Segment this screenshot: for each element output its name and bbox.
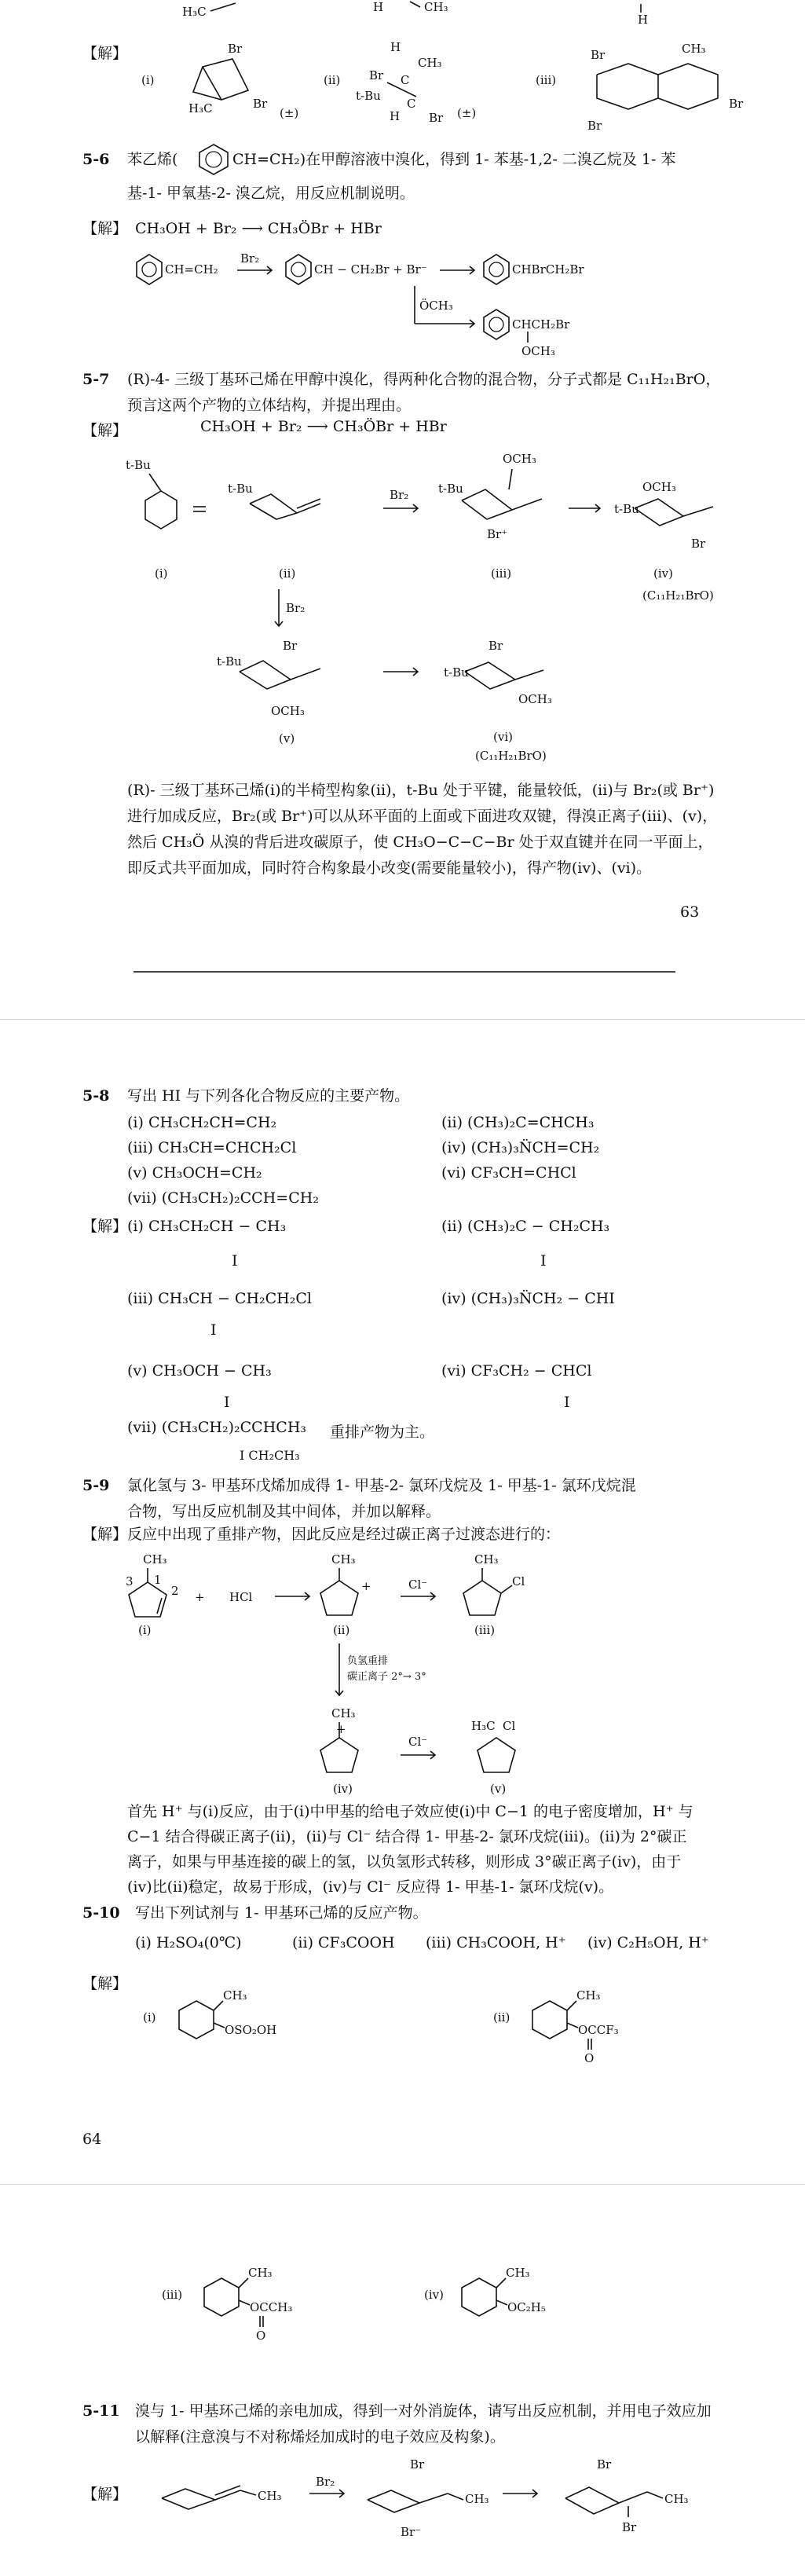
svg-text:Br: Br: [691, 537, 706, 551]
q-5-8-item-vii: (vii) (CH₃CH₂)₂CCH=CH₂: [127, 1189, 319, 1207]
svg-text:Br: Br: [591, 48, 606, 62]
svg-text:Cl: Cl: [503, 1719, 516, 1733]
para-5-7-3: 然后 CH₃Ö 从溴的背后进攻碳原子，使 CH₃O−C−C−Br 处于双直键并在同一平面上，: [127, 834, 713, 851]
answer-5-5-structures: [0, 35, 805, 137]
svg-text:OCH₃: OCH₃: [271, 704, 305, 718]
frag-h3c: H₃C: [182, 5, 207, 19]
frag-h: H: [373, 0, 384, 14]
svg-text:t-Bu: t-Bu: [614, 502, 639, 516]
svg-text:H: H: [390, 40, 401, 54]
q-5-10-opt-i: (i) H₂SO₄(0℃): [135, 1934, 242, 1951]
svg-text:t-Bu: t-Bu: [126, 458, 151, 472]
svg-text:CH₃: CH₃: [331, 1706, 356, 1720]
page-number-63: 63: [680, 903, 700, 921]
answer-tag-5-10: 【解】: [82, 1975, 128, 1992]
q-num-5-11: 5-11: [82, 2402, 120, 2420]
ans-5-9-a: 反应中出现了重排产物，因此反应是经过碳正离子过渡态进行的：: [127, 1526, 561, 1543]
page-64: [0, 1021, 805, 2184]
para-5-7-1: (R)- 三级丁基环己烯(i)的半椅型构象(ii)，t-Bu 处于平键，能量较低，(ii)与 Br₂(或 Br⁺): [127, 782, 715, 799]
para-5-7-4: 即反式共平面加成，同时符合构象最小改变(需要能量较小)，得产物(iv)、(vi)。: [127, 859, 652, 877]
q-5-11-b: 以解释(注意溴与不对称烯烃加成时的电子效应及构象)。: [135, 2428, 505, 2446]
svg-text:Cl⁻: Cl⁻: [408, 1577, 428, 1592]
svg-text:CH₃: CH₃: [506, 2266, 530, 2280]
q-5-10-opt-iv: (iv) C₂H₅OH, H⁺: [587, 1934, 709, 1951]
para-5-9-3: 离子，如果与甲基连接的碳上的氢，以负氢形式转移，则形成 3°碳正离子(iv)，由于: [127, 1853, 682, 1871]
svg-text:t-Bu: t-Bu: [438, 482, 463, 496]
svg-text:(±): (±): [280, 106, 299, 120]
q-5-8-item-iv: (iv) (CH₃)₃N̈CH=CH₂: [441, 1139, 600, 1156]
svg-text:Br⁺: Br⁺: [487, 527, 508, 541]
svg-text:Br: Br: [587, 119, 602, 133]
ans-5-8-ii: (ii) (CH₃)₂C − CH₂CH₃: [441, 1218, 610, 1235]
svg-text:OCH₃: OCH₃: [521, 344, 555, 358]
q-5-10-opt-ii: (ii) CF₃COOH: [292, 1934, 395, 1951]
svg-text:t-Bu: t-Bu: [228, 482, 253, 496]
q-5-9-b: 合物，写出反应机制及其中间体，并加以解释。: [127, 1503, 441, 1520]
svg-text:(iv): (iv): [653, 566, 673, 581]
para-5-7-2: 进行加成反应，Br₂(或 Br⁺)可以从环平面的上面或下面进攻双键，得溴正离子(iii)、(v)，: [127, 808, 718, 825]
svg-text:(iii): (iii): [491, 566, 512, 581]
svg-text:(i): (i): [143, 2010, 156, 2025]
ans-5-8-iv: (iv) (CH₃)₃N̈CH₂ − CHI: [441, 1290, 615, 1307]
svg-text:OCCF₃: OCCF₃: [578, 2023, 619, 2037]
svg-text:OC₂H₅: OC₂H₅: [507, 2300, 546, 2314]
q-5-11-a: 溴与 1- 甲基环己烯的亲电加成，得到一对外消旋体，请写出反应机制，并用电子效应加: [135, 2402, 712, 2420]
benzene-icon: [196, 143, 231, 174]
answer-tag-5-7: 【解】: [82, 422, 128, 439]
page-divider-2: [0, 2184, 805, 2185]
svg-text:C: C: [401, 73, 410, 87]
q-num-5-9: 5-9: [82, 1477, 110, 1494]
frag-ch3: CH₃: [424, 0, 448, 14]
svg-text:2: 2: [171, 1584, 179, 1598]
svg-text:+: +: [336, 1722, 346, 1736]
svg-text:(ii): (ii): [493, 2010, 510, 2025]
para-5-9-1: 首先 H⁺ 与(i)反应，由于(i)中甲基的给电子效应使(i)中 C−1 的电子密度增加，H⁺ 与: [127, 1803, 693, 1820]
ans-5-8-vi: (vi) CF₃CH₂ − CHCl: [441, 1362, 592, 1380]
svg-text:CH₃: CH₃: [664, 2492, 689, 2506]
svg-text:H₃C: H₃C: [188, 101, 213, 115]
svg-text:Br: Br: [410, 2457, 425, 2472]
q-5-6-a: 苯乙烯(: [127, 151, 178, 168]
q-5-10: 写出下列试剂与 1- 甲基环己烯的反应产物。: [135, 1904, 428, 1922]
answer-5-10-iii-iv: [0, 2219, 805, 2352]
svg-text:ÖCH₃: ÖCH₃: [419, 299, 453, 313]
svg-text:3: 3: [126, 1574, 134, 1588]
svg-text:(iv): (iv): [333, 1782, 353, 1796]
svg-text:1: 1: [154, 1573, 162, 1587]
svg-text:t-Bu: t-Bu: [356, 89, 381, 103]
svg-text:O: O: [584, 2051, 595, 2065]
page-divider-1: [0, 1019, 805, 1020]
answer-tag-5-6: 【解】: [82, 220, 128, 237]
q-num-5-7: 5-7: [82, 371, 110, 388]
ans-5-8-iii: (iii) CH₃CH − CH₂CH₂Cl: [127, 1290, 312, 1307]
ans-5-8-ii-I: I: [540, 1252, 547, 1270]
ans-5-8-note: 重排产物为主。: [330, 1424, 435, 1441]
answer-tag-5-9: 【解】: [82, 1526, 128, 1543]
svg-text:负氢重排: 负氢重排: [347, 1655, 389, 1667]
svg-text:CH₃: CH₃: [258, 2489, 282, 2503]
svg-text:OCCH₃: OCCH₃: [250, 2300, 293, 2314]
ans-5-8-i: (i) CH₃CH₂CH − CH₃: [127, 1218, 287, 1235]
svg-text:CH₃: CH₃: [474, 1552, 499, 1566]
q-5-9-a: 氯化氢与 3- 甲基环戊烯加成得 1- 甲基-2- 氯环戊烷及 1- 甲基-1- 氯环戊烷混: [127, 1477, 636, 1494]
svg-text:O: O: [256, 2329, 266, 2343]
svg-text:(±): (±): [457, 106, 477, 120]
svg-text:+: +: [361, 1579, 371, 1593]
svg-text:(C₁₁H₂₁BrO): (C₁₁H₂₁BrO): [475, 749, 547, 763]
q-5-10-opt-iii: (iii) CH₃COOH, H⁺: [426, 1934, 566, 1951]
answer-tag-5-8: 【解】: [82, 1218, 128, 1235]
q-5-8-item-v: (v) CH₃OCH=CH₂: [127, 1164, 262, 1182]
svg-text:(iii): (iii): [162, 2288, 183, 2302]
svg-text:CH₃: CH₃: [223, 1988, 247, 2003]
svg-text:CHBrCH₂Br: CHBrCH₂Br: [512, 262, 584, 277]
svg-text:Cl⁻: Cl⁻: [408, 1735, 428, 1749]
svg-text:CH₃: CH₃: [465, 2492, 489, 2506]
q-5-8-item-vi: (vi) CF₃CH=CHCl: [441, 1164, 576, 1182]
svg-text:碳正离子 2°→ 3°: 碳正离子 2°→ 3°: [347, 1671, 426, 1683]
svg-text:CH₃: CH₃: [248, 2266, 273, 2280]
label-i: (i): [141, 73, 155, 87]
answer-tag-5-5: 【解】: [82, 45, 128, 62]
svg-text:(vi): (vi): [493, 730, 513, 744]
svg-text:Cl: Cl: [512, 1574, 525, 1588]
page-63: [0, 0, 805, 1013]
svg-text:Br₂: Br₂: [286, 601, 306, 615]
mechanism-5-7: [0, 444, 805, 774]
ans-5-8-i-I: I: [232, 1252, 238, 1270]
svg-text:Br: Br: [597, 2457, 612, 2472]
svg-text:CH=CH₂: CH=CH₂: [165, 262, 218, 277]
svg-text:Br₂: Br₂: [240, 251, 260, 266]
q-5-7-a: (R)-4- 三级丁基环己烯在甲醇中溴化，得两种化合物的混合物，分子式都是 C₁₁H₂₁BrO，: [127, 371, 721, 388]
svg-text:CHCH₂Br: CHCH₂Br: [512, 317, 570, 332]
svg-text:OCH₃: OCH₃: [503, 452, 536, 466]
ans-5-8-v: (v) CH₃OCH − CH₃: [127, 1362, 272, 1380]
svg-text:(v): (v): [279, 731, 295, 746]
ans-5-8-iii-I: I: [210, 1321, 217, 1339]
svg-text:Br₂: Br₂: [316, 2475, 335, 2489]
top-fragment-structures: [0, 0, 805, 31]
q-5-6-c: 基-1- 甲氧基-2- 溴乙烷，用反应机制说明。: [127, 185, 415, 202]
svg-text:CH₃: CH₃: [682, 42, 706, 56]
svg-text:(iv): (iv): [424, 2288, 444, 2302]
q-num-5-10: 5-10: [82, 1904, 120, 1922]
svg-text:(iii): (iii): [474, 1623, 496, 1637]
svg-text:(i): (i): [155, 566, 168, 581]
svg-text:OSO₂OH: OSO₂OH: [225, 2023, 277, 2037]
ans-5-8-vi-I: I: [564, 1394, 570, 1411]
svg-text:(ii): (ii): [279, 566, 296, 581]
ans-5-8-vii: (vii) (CH₃CH₂)₂CCHCH₃: [127, 1419, 307, 1436]
mechanism-5-6: [0, 245, 805, 363]
frag-h2: H: [638, 13, 649, 27]
svg-text:(v): (v): [490, 1782, 507, 1796]
svg-text:Br: Br: [369, 68, 384, 82]
q-5-6-b: CH=CH₂)在甲醇溶液中溴化，得到 1- 苯基-1,2- 二溴乙烷及 1- 苯: [232, 151, 676, 168]
svg-text:Br⁻: Br⁻: [401, 2525, 422, 2539]
svg-text:Br: Br: [729, 97, 744, 111]
para-5-9-4: (iv)比(ii)稳定，故易于形成，(iv)与 Cl⁻ 反应得 1- 甲基-1- 氯环戊烷(v)。: [127, 1878, 614, 1896]
eq-5-7: CH₃OH + Br₂ ⟶ CH₃ÖBr + HBr: [200, 418, 447, 435]
label-ii: (ii): [324, 73, 341, 87]
q-5-8-item-i: (i) CH₃CH₂CH=CH₂: [127, 1114, 277, 1131]
svg-text:H: H: [390, 109, 401, 123]
svg-text:HCl: HCl: [229, 1590, 253, 1604]
page-number-64: 64: [82, 2131, 102, 2148]
q-num-5-8: 5-8: [82, 1087, 110, 1105]
para-5-9-2: C−1 结合得碳正离子(ii)，(ii)与 Cl⁻ 结合得 1- 甲基-2- 氯环戊烷(iii)。(ii)为 2°碳正: [127, 1828, 687, 1845]
svg-text:CH − CH₂Br + Br⁻: CH − CH₂Br + Br⁻: [314, 262, 427, 277]
q-5-7-b: 预言这两个产物的立体结构，并提出理由。: [127, 397, 412, 414]
svg-text:Br: Br: [228, 42, 243, 56]
svg-text:t-Bu: t-Bu: [217, 654, 242, 669]
ans-5-8-v-I: I: [224, 1394, 230, 1411]
label-iii: (iii): [536, 73, 557, 87]
svg-text:Br: Br: [283, 639, 298, 653]
svg-text:H₃C: H₃C: [471, 1719, 496, 1733]
svg-text:CH₃: CH₃: [418, 56, 442, 70]
svg-text:t-Bu: t-Bu: [444, 665, 469, 680]
svg-text:Br: Br: [622, 2520, 637, 2534]
svg-text:OCH₃: OCH₃: [518, 692, 552, 706]
ans-5-8-vii-sub: I CH₂CH₃: [240, 1448, 300, 1463]
svg-text:(i): (i): [138, 1623, 152, 1637]
svg-text:(ii): (ii): [333, 1623, 350, 1637]
q-5-8-item-iii: (iii) CH₃CH=CHCH₂Cl: [127, 1139, 297, 1156]
svg-text:Br: Br: [488, 639, 503, 653]
svg-text:+: +: [195, 1590, 205, 1604]
answer-tag-5-11: 【解】: [82, 2486, 128, 2503]
svg-text:OCH₃: OCH₃: [642, 480, 676, 494]
page-65: [0, 2187, 805, 2576]
answer-5-10-i-ii: [0, 1984, 805, 2086]
mechanism-5-11: [0, 2454, 805, 2572]
q-5-8-item-ii: (ii) (CH₃)₂C=CHCH₃: [441, 1114, 595, 1131]
eq-5-6-1: CH₃OH + Br₂ ⟶ CH₃ÖBr + HBr: [135, 220, 382, 237]
svg-text:Br: Br: [429, 111, 444, 125]
svg-text:CH₃: CH₃: [331, 1552, 356, 1566]
svg-text:Br₂: Br₂: [390, 488, 409, 502]
svg-text:(C₁₁H₂₁BrO): (C₁₁H₂₁BrO): [642, 588, 714, 603]
q-5-8: 写出 HI 与下列各化合物反应的主要产物。: [127, 1087, 410, 1105]
svg-text:CH₃: CH₃: [143, 1552, 167, 1566]
bottom-rule: [134, 971, 675, 973]
svg-text:Br: Br: [253, 97, 268, 111]
svg-text:C: C: [407, 97, 416, 111]
svg-text:CH₃: CH₃: [576, 1988, 601, 2003]
q-num-5-6: 5-6: [82, 151, 110, 168]
